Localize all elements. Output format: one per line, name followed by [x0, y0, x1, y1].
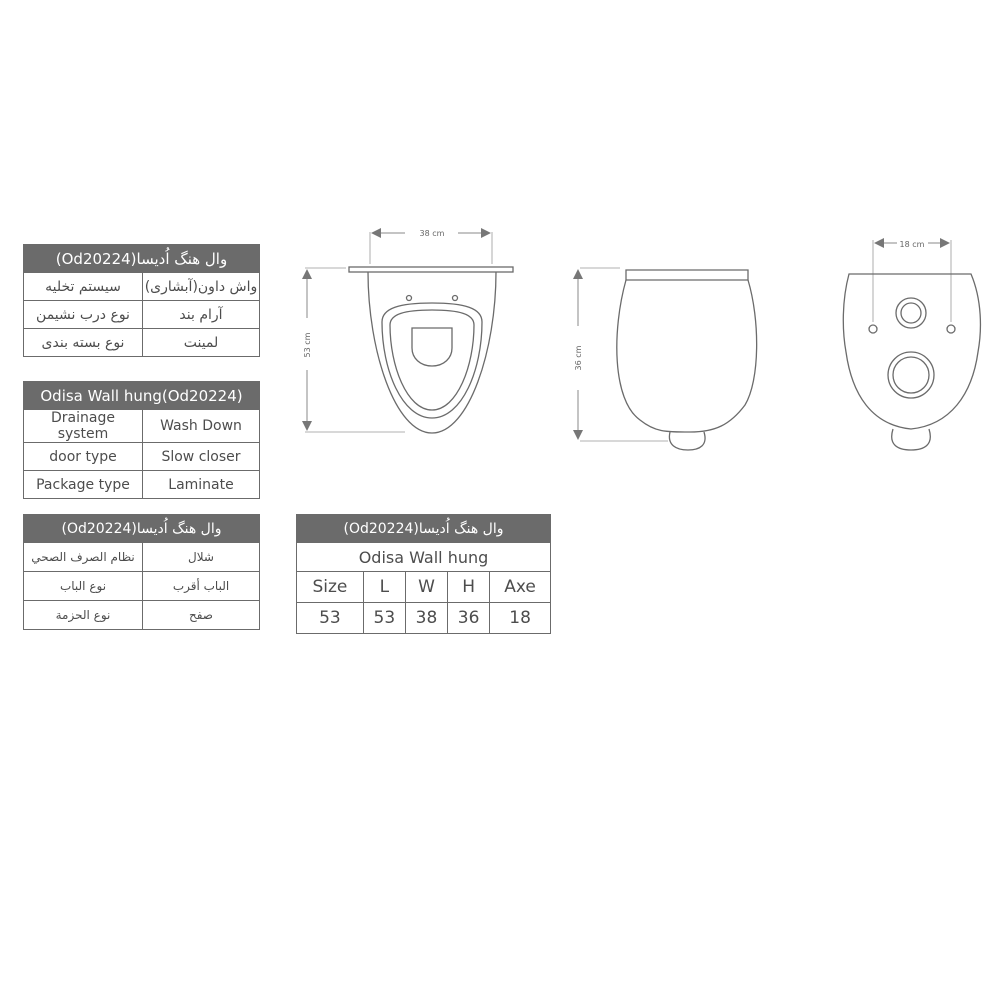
arabic-label-door: نوع الباب — [24, 572, 143, 601]
english-value-door: Slow closer — [143, 443, 260, 471]
header-w: W — [405, 572, 447, 603]
farsi-value-package: لمینت — [143, 329, 260, 357]
side-view-height-label: 36 cm — [574, 345, 583, 371]
farsi-label-drainage: سیستم تخلیه — [24, 273, 143, 301]
header-size: Size — [297, 572, 364, 603]
header-h: H — [448, 572, 490, 603]
dimensions-table-title: وال هنگ اُدیسا(Od20224) — [297, 515, 551, 543]
arabic-label-drainage: نظام الصرف الصحي — [24, 543, 143, 572]
top-view-width-label: 38 cm — [419, 229, 445, 238]
arabic-value-door: الباب أقرب — [143, 572, 260, 601]
farsi-label-door: نوع درب نشیمن — [24, 301, 143, 329]
english-label-door: door type — [24, 443, 143, 471]
arabic-table-title: وال هنگ اُدیسا(Od20224) — [24, 515, 260, 543]
farsi-value-drainage: واش داون(آبشاری) — [143, 273, 260, 301]
side-view-drawing — [578, 268, 757, 450]
english-value-package: Laminate — [143, 471, 260, 499]
back-view-axe-label: 18 cm — [899, 240, 925, 249]
header-l: L — [363, 572, 405, 603]
english-label-drainage: Drainage system — [24, 410, 143, 443]
value-axe: 18 — [490, 603, 551, 634]
farsi-table-title: وال هنگ اُدیسا(Od20224) — [24, 245, 260, 273]
english-value-drainage: Wash Down — [143, 410, 260, 443]
arabic-value-drainage: شلال — [143, 543, 260, 572]
english-table-title: Odisa Wall hung(Od20224) — [24, 382, 260, 410]
top-view-length-label: 53 cm — [303, 332, 312, 358]
value-h: 36 — [448, 603, 490, 634]
value-size: 53 — [297, 603, 364, 634]
back-view-drawing — [843, 240, 980, 450]
arabic-label-package: نوع الحزمة — [24, 601, 143, 630]
top-view-drawing — [305, 232, 513, 433]
value-w: 38 — [405, 603, 447, 634]
dimensions-table-subtitle: Odisa Wall hung — [297, 543, 551, 572]
farsi-label-package: نوع بسته بندی — [24, 329, 143, 357]
header-axe: Axe — [490, 572, 551, 603]
english-label-package: Package type — [24, 471, 143, 499]
farsi-value-door: آرام بند — [143, 301, 260, 329]
arabic-value-package: صفح — [143, 601, 260, 630]
value-l: 53 — [363, 603, 405, 634]
